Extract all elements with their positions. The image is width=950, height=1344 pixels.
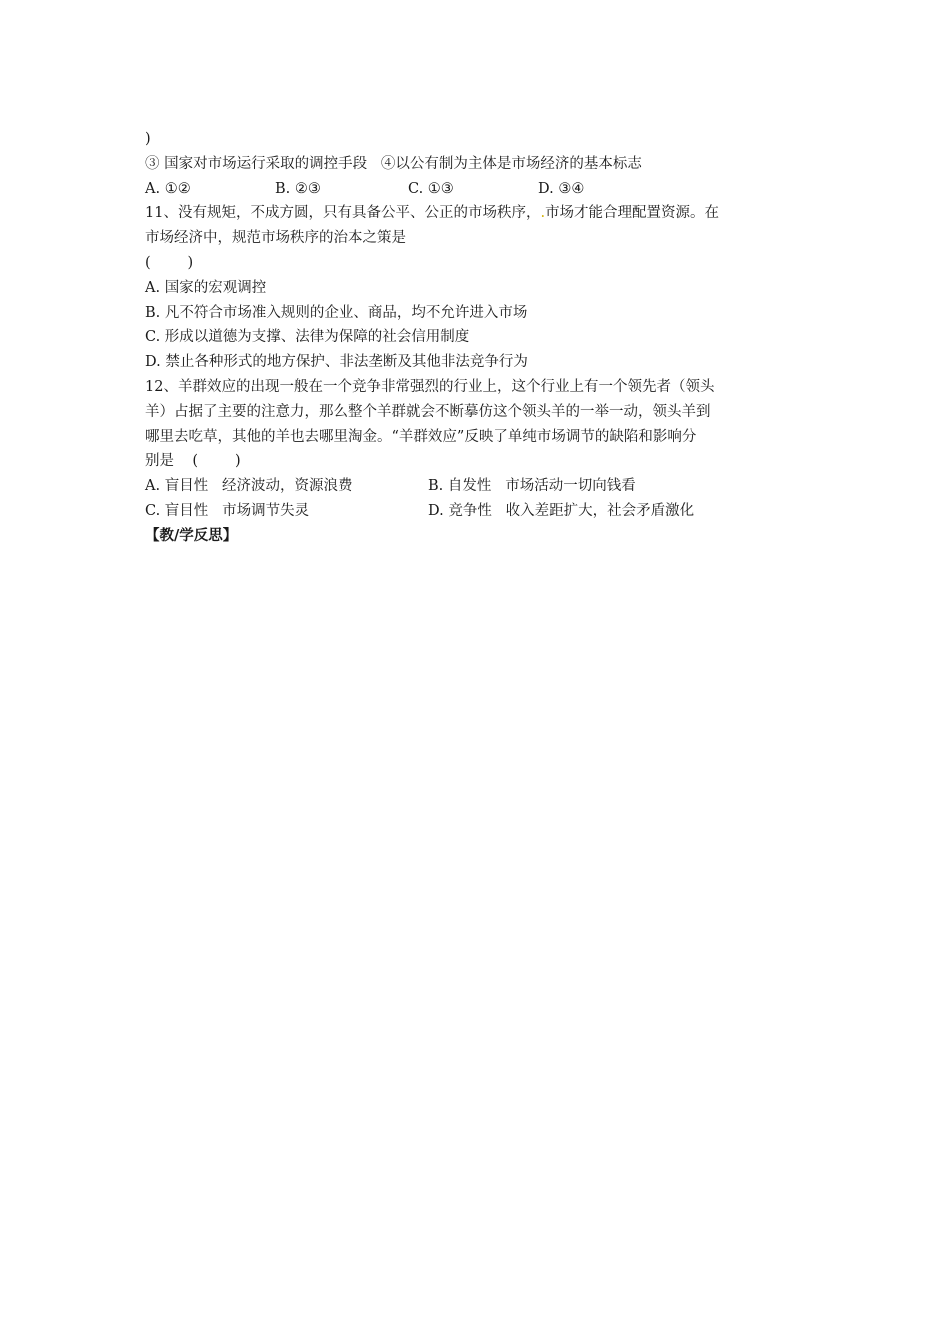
reflection-heading: 【教/学反思】 (145, 526, 238, 544)
question-11-stem-line-2: 市场经济中，规范市场秩序的治本之策是 (145, 230, 406, 247)
previous-question-statements: ③ 国家对市场运行采取的调控手段 ④以公有制为主体是市场经济的基本标志 (145, 155, 642, 172)
previous-question-options (145, 177, 815, 202)
previous-option-d: D. ③④ (538, 180, 585, 197)
question-12-stem-line-3: 哪里去吃草，其他的羊也去哪里淘金。“羊群效应”反映了单纯市场调节的缺陷和影响分 (145, 428, 697, 445)
question-12-stem-line-4: 别是 ( ) (145, 453, 241, 470)
question-11-answer-blank: ( ) (145, 254, 194, 271)
question-12-options-row-2 (145, 499, 815, 524)
question-11-option-d: D. 禁止各种形式的地方保护、非法垄断及其他非法竞争行为 (145, 354, 528, 371)
previous-question-close-paren: ) (145, 131, 151, 147)
question-11-stem-part-1: 11、没有规矩，不成方圆，只有具备公平、公正的市场秩序， (145, 205, 541, 222)
question-11-stem-part-2: 市场才能合理配置资源。在 (545, 205, 720, 222)
question-12-options-row-1 (145, 474, 815, 499)
question-12-stem-line-1: 12、羊群效应的出现一般在一个竞争非常强烈的行业上，这个行业上有一个领先者（领头 (145, 378, 715, 395)
question-11-option-a: A. 国家的宏观调控 (145, 279, 267, 296)
question-12-option-a: A. 盲目性 经济波动，资源浪费 (145, 478, 353, 495)
question-11-option-c: C. 形成以道德为支撑、法律为保障的社会信用制度 (145, 329, 470, 346)
previous-option-c: C. ①③ (408, 180, 454, 197)
margin-tick-mark: . (540, 205, 546, 222)
question-11-option-b: B. 凡不符合市场准入规则的企业、商品，均不允许进入市场 (145, 304, 528, 321)
question-12-option-c: C. 盲目性 市场调节失灵 (145, 502, 310, 519)
worksheet-page (145, 127, 815, 549)
question-12-option-d: D. 竞争性 收入差距扩大，社会矛盾激化 (428, 502, 695, 519)
previous-option-b: B. ②③ (275, 180, 321, 197)
question-12-stem-line-2: 羊）占据了主要的注意力，那么整个羊群就会不断摹仿这个领头羊的一举一动，领头羊到 (145, 403, 711, 420)
question-12-option-b: B. 自发性 市场活动一切向钱看 (428, 478, 636, 495)
question-11-stem-line-1 (145, 201, 815, 226)
previous-option-a: A. ①② (145, 180, 191, 197)
